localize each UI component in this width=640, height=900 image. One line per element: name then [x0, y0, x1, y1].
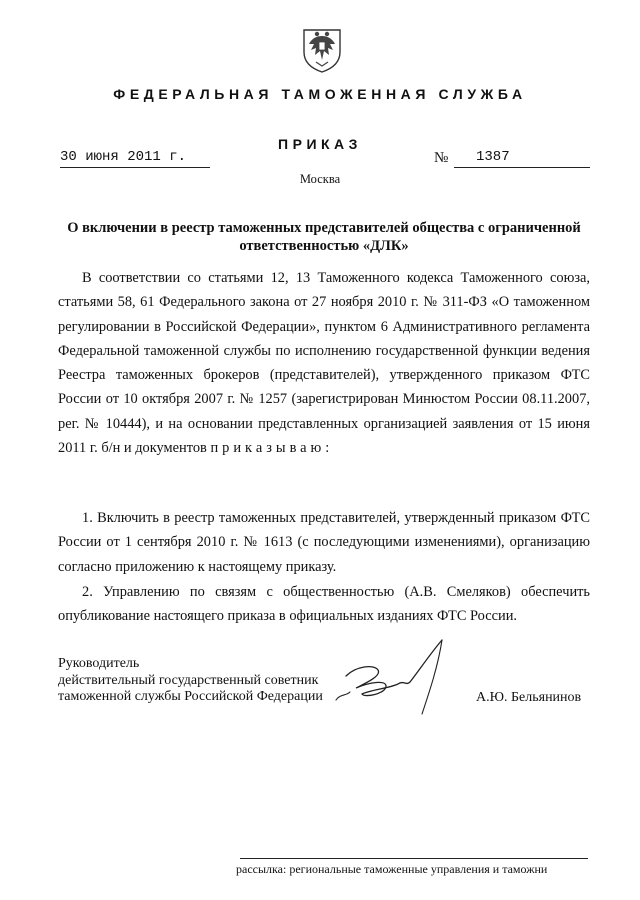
order-item-1: 1. Включить в реестр таможенных представителей, утвержденный приказом ФТС России от 1 сентября 2010 г. № 1613 (с последующими изменениями), организацию согласно приложению к настоящему приказу. — [58, 510, 590, 575]
order-item-2: 2. Управлению по связям с общественностью (А.В. Смеляков) обеспечить опубликование настоящего приказа в официальных изданиях ФТС России. — [58, 584, 590, 625]
signer-name: А.Ю. Бельянинов — [476, 690, 582, 705]
signatory-title — [58, 656, 323, 706]
distribution-note: рассылка: региональные таможенные управления и таможни — [236, 862, 548, 876]
document-title: О включении в реестр таможенных представителей общества с ограниченной ответственностью «ДЛК» — [67, 220, 581, 254]
footer-divider — [240, 858, 588, 859]
agency-name: ФЕДЕРАЛЬНАЯ ТАМОЖЕННАЯ СЛУЖБА — [113, 86, 527, 102]
handwritten-signature — [334, 636, 454, 716]
document-city: Москва — [299, 172, 341, 186]
signatory-title-line: таможенной службы Российской Федерации — [58, 689, 323, 704]
document-date: 30 июня 2011 г. — [60, 149, 210, 168]
document-type: ПРИКАЗ — [278, 136, 362, 152]
coat-of-arms-emblem — [300, 22, 344, 74]
order-word: приказываю: — [210, 440, 334, 457]
signatory-title-line: Руководитель — [58, 656, 140, 671]
preamble-paragraph — [58, 266, 590, 460]
number-sign: № — [434, 150, 449, 166]
signatory-title-line: действительный государственный советник — [58, 672, 319, 688]
preamble-text: В соответствии со статьями 12, 13 Таможенного кодекса Таможенного союза, статьями 58, 61 Федерального закона от 27 ноября 2010 г. № 311-ФЗ «О таможенном регулировании в Российской Федерации», пунктом 6 Административного регламента Федеральной таможенной службы по исполнению государственной функции ведения Реестра таможенных брокеров (представителей), утвержденного приказом ФТС России от 10 октября 2007 г. № 1257 (зарегистрирован Минюстом России 08.11.2007, рег. № 10444), и на основании представленных организацией заявления от 15 июня 2011 г. б/н и документов — [58, 270, 590, 457]
document-number: 1387 — [454, 149, 590, 168]
